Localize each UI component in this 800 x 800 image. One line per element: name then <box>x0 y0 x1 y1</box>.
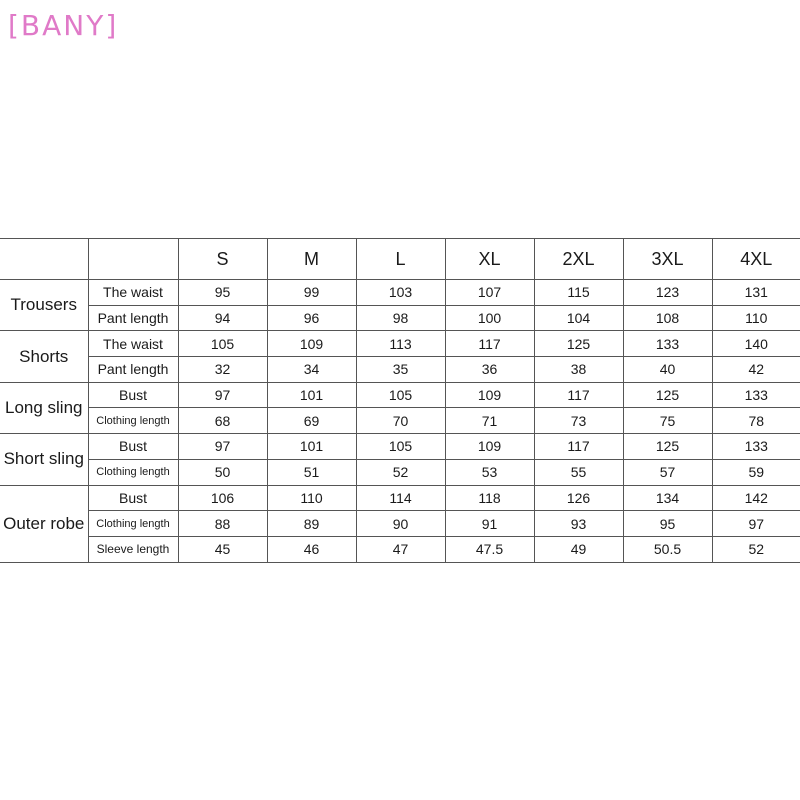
table-row <box>0 280 800 306</box>
measurement-value: 105 <box>356 382 445 408</box>
table-row <box>0 536 800 562</box>
measurement-value: 126 <box>534 485 623 511</box>
measurement-value: 69 <box>267 408 356 434</box>
measurement-label: Clothing length <box>88 408 178 434</box>
measurement-label: Clothing length <box>88 459 178 485</box>
measurement-value: 73 <box>534 408 623 434</box>
table-row <box>0 357 800 383</box>
measurement-value: 107 <box>445 280 534 306</box>
measurement-label: Bust <box>88 382 178 408</box>
measurement-value: 95 <box>178 280 267 306</box>
measurement-value: 96 <box>267 305 356 331</box>
measurement-value: 97 <box>178 382 267 408</box>
measurement-label: The waist <box>88 331 178 357</box>
measurement-value: 125 <box>623 382 712 408</box>
table-row <box>0 434 800 460</box>
corner-cell <box>0 239 88 280</box>
measurement-value: 131 <box>712 280 800 306</box>
measurement-value: 59 <box>712 459 800 485</box>
measurement-value: 90 <box>356 511 445 537</box>
measurement-label: Pant length <box>88 305 178 331</box>
measurement-value: 117 <box>534 434 623 460</box>
size-header-cell: M <box>267 239 356 280</box>
measurement-value: 40 <box>623 357 712 383</box>
garment-label: Short sling <box>0 434 88 485</box>
measurement-value: 89 <box>267 511 356 537</box>
measurement-label: Pant length <box>88 357 178 383</box>
measurement-value: 109 <box>445 382 534 408</box>
measurement-value: 109 <box>267 331 356 357</box>
measurement-value: 133 <box>712 434 800 460</box>
measurement-value: 100 <box>445 305 534 331</box>
measurement-value: 133 <box>712 382 800 408</box>
measurement-value: 46 <box>267 536 356 562</box>
measurement-value: 75 <box>623 408 712 434</box>
measurement-value: 95 <box>623 511 712 537</box>
measurement-value: 50 <box>178 459 267 485</box>
measurement-label: The waist <box>88 280 178 306</box>
measurement-value: 50.5 <box>623 536 712 562</box>
measurement-value: 101 <box>267 382 356 408</box>
measurement-value: 115 <box>534 280 623 306</box>
measurement-value: 110 <box>267 485 356 511</box>
measurement-value: 123 <box>623 280 712 306</box>
table-row <box>0 408 800 434</box>
measurement-value: 142 <box>712 485 800 511</box>
measurement-value: 134 <box>623 485 712 511</box>
measurement-value: 51 <box>267 459 356 485</box>
measurement-value: 98 <box>356 305 445 331</box>
measurement-value: 103 <box>356 280 445 306</box>
table-row <box>0 485 800 511</box>
measurement-value: 117 <box>445 331 534 357</box>
size-header-cell: XL <box>445 239 534 280</box>
measurement-label: Bust <box>88 434 178 460</box>
measurement-value: 45 <box>178 536 267 562</box>
measurement-value: 32 <box>178 357 267 383</box>
measurement-value: 140 <box>712 331 800 357</box>
measurement-value: 105 <box>178 331 267 357</box>
table-row <box>0 511 800 537</box>
size-header-cell: 2XL <box>534 239 623 280</box>
measurement-value: 71 <box>445 408 534 434</box>
measurement-value: 55 <box>534 459 623 485</box>
size-header-cell: 4XL <box>712 239 800 280</box>
measurement-value: 104 <box>534 305 623 331</box>
measurement-value: 125 <box>534 331 623 357</box>
garment-label: Trousers <box>0 280 88 331</box>
measurement-label: Clothing length <box>88 511 178 537</box>
measurement-value: 94 <box>178 305 267 331</box>
size-header-cell: L <box>356 239 445 280</box>
table-row <box>0 305 800 331</box>
measurement-value: 68 <box>178 408 267 434</box>
measurement-value: 52 <box>356 459 445 485</box>
measurement-value: 78 <box>712 408 800 434</box>
garment-label: Long sling <box>0 382 88 433</box>
measurement-value: 114 <box>356 485 445 511</box>
measurement-value: 91 <box>445 511 534 537</box>
table-row <box>0 459 800 485</box>
measurement-value: 38 <box>534 357 623 383</box>
measurement-value: 57 <box>623 459 712 485</box>
size-header-row <box>0 239 800 280</box>
measurement-value: 133 <box>623 331 712 357</box>
measurement-value: 70 <box>356 408 445 434</box>
corner-cell <box>88 239 178 280</box>
measurement-value: 110 <box>712 305 800 331</box>
measurement-value: 52 <box>712 536 800 562</box>
measurement-label: Sleeve length <box>88 536 178 562</box>
measurement-value: 99 <box>267 280 356 306</box>
measurement-value: 42 <box>712 357 800 383</box>
measurement-value: 47 <box>356 536 445 562</box>
measurement-value: 97 <box>712 511 800 537</box>
measurement-value: 113 <box>356 331 445 357</box>
table-row <box>0 331 800 357</box>
measurement-value: 106 <box>178 485 267 511</box>
measurement-value: 49 <box>534 536 623 562</box>
garment-label: Shorts <box>0 331 88 382</box>
measurement-value: 47.5 <box>445 536 534 562</box>
measurement-value: 53 <box>445 459 534 485</box>
size-chart-table <box>0 238 800 563</box>
size-header-cell: S <box>178 239 267 280</box>
size-header-cell: 3XL <box>623 239 712 280</box>
measurement-value: 117 <box>534 382 623 408</box>
brand-logo: [BANY] <box>8 9 119 42</box>
measurement-value: 93 <box>534 511 623 537</box>
garment-label: Outer robe <box>0 485 88 562</box>
measurement-value: 109 <box>445 434 534 460</box>
measurement-value: 35 <box>356 357 445 383</box>
measurement-label: Bust <box>88 485 178 511</box>
measurement-value: 118 <box>445 485 534 511</box>
measurement-value: 34 <box>267 357 356 383</box>
table-row <box>0 382 800 408</box>
measurement-value: 125 <box>623 434 712 460</box>
measurement-value: 105 <box>356 434 445 460</box>
measurement-value: 108 <box>623 305 712 331</box>
measurement-value: 97 <box>178 434 267 460</box>
measurement-value: 101 <box>267 434 356 460</box>
measurement-value: 36 <box>445 357 534 383</box>
measurement-value: 88 <box>178 511 267 537</box>
